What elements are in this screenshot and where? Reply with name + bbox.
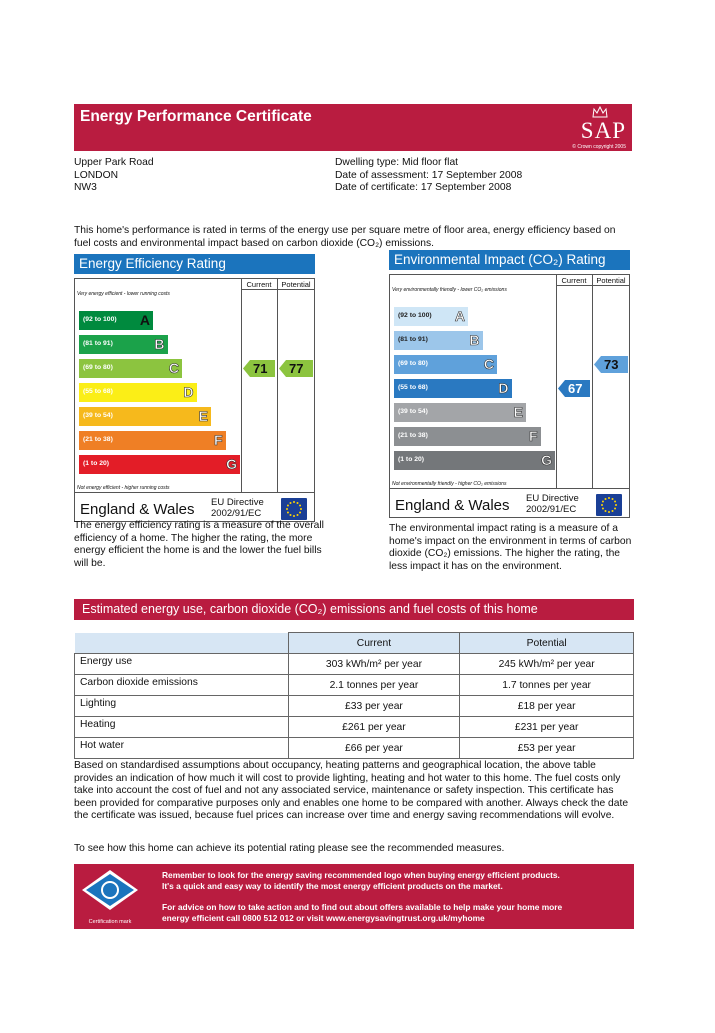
env-band-e bbox=[394, 403, 526, 422]
env-col-current: Current bbox=[561, 276, 587, 285]
env-band-d bbox=[394, 379, 512, 398]
row-label: Heating bbox=[75, 717, 289, 738]
sap-logo: SAP bbox=[580, 118, 626, 143]
band-letter: F bbox=[528, 428, 538, 444]
eff-footer-rule bbox=[75, 492, 314, 493]
band-range: (81 to 91) bbox=[83, 340, 113, 347]
band-letter: E bbox=[198, 408, 208, 424]
table-header-potential: Potential bbox=[460, 633, 634, 654]
env-divider-1 bbox=[556, 275, 557, 489]
rating-value: 77 bbox=[289, 361, 304, 376]
row-value: £33 per year bbox=[288, 696, 460, 717]
env-footer-rule bbox=[390, 488, 629, 489]
row-value: £261 per year bbox=[288, 717, 460, 738]
page-title: Energy Performance Certificate bbox=[80, 108, 312, 125]
efficiency-title: Energy Efficiency Rating bbox=[74, 254, 315, 274]
row-value: £18 per year bbox=[460, 696, 634, 717]
env-eu-flag-icon bbox=[596, 494, 622, 516]
eff-band-b bbox=[79, 335, 168, 354]
assessment-date: Date of assessment: 17 September 2008 bbox=[335, 169, 523, 181]
certification-mark: Certification mark bbox=[88, 919, 132, 925]
band-letter: E bbox=[513, 404, 523, 420]
band-range: (92 to 100) bbox=[398, 312, 432, 319]
eff-top-note: Very energy efficient - lower running costs bbox=[77, 291, 170, 297]
table-row bbox=[75, 696, 634, 717]
band-range: (69 to 80) bbox=[83, 364, 113, 371]
row-value: £66 per year bbox=[288, 738, 460, 759]
row-label: Energy use bbox=[75, 654, 289, 675]
certificate-header bbox=[74, 104, 632, 151]
eff-header-rule bbox=[241, 289, 315, 290]
eff-band-d bbox=[79, 383, 197, 402]
eff-band-g bbox=[79, 455, 240, 474]
band-range: (55 to 68) bbox=[398, 384, 428, 391]
env-band-c bbox=[394, 355, 497, 374]
eff-eu-flag-icon bbox=[281, 498, 307, 520]
efficiency-description: The energy efficiency rating is a measure of the overall efficiency of a home. The higher the rating, the more energy efficient the home is and the lower the fuel bills will be. bbox=[74, 520, 324, 569]
band-range: (39 to 54) bbox=[398, 408, 428, 415]
table-header-blank bbox=[75, 633, 289, 654]
band-letter: F bbox=[213, 432, 223, 448]
estimates-note: Based on standardised assumptions about occupancy, heating patterns and geographical location, the above table provides an indication of how much it will cost to provide lighting, heating and hot water to this home. The fuel costs only take into account the cost of fuel and not any associated service, maintenance or safety inspection. This certificate has been provided for comparative purposes only and enables one home to be compared with another. Always check the date the certificate was issued, because fuel prices can increase over time and energy saving recommendations will evolve. bbox=[74, 760, 629, 821]
eff-band-c bbox=[79, 359, 182, 378]
efficiency-chart bbox=[74, 278, 315, 522]
intro-text: This home's performance is rated in terms of the energy use per square metre of floor area, energy efficiency based on fuel costs and environmental impact based on carbon dioxide (CO₂) emissions. bbox=[74, 225, 616, 249]
address-line-1: Upper Park Road bbox=[74, 157, 154, 168]
band-range: (21 to 38) bbox=[83, 436, 113, 443]
crown-icon bbox=[592, 105, 608, 118]
band-letter: B bbox=[469, 332, 480, 348]
eff-col-potential: Potential bbox=[281, 280, 311, 289]
eff-divider-2 bbox=[277, 279, 278, 493]
row-value: £231 per year bbox=[460, 717, 634, 738]
environment-title: Environmental Impact (CO₂) Rating bbox=[389, 250, 630, 270]
env-current-rating bbox=[558, 380, 590, 397]
copyright: © Crown copyright 2005 bbox=[572, 144, 626, 150]
env-band-g bbox=[394, 451, 555, 470]
band-letter: D bbox=[498, 380, 509, 396]
address-line-3: NW3 bbox=[74, 182, 97, 193]
certificate-date: Date of certificate: 17 September 2008 bbox=[335, 182, 512, 193]
rating-value: 73 bbox=[604, 357, 619, 372]
eff-potential-rating bbox=[279, 360, 313, 377]
eff-band-a bbox=[79, 311, 153, 330]
band-letter: C bbox=[168, 360, 179, 376]
band-range: (39 to 54) bbox=[83, 412, 113, 419]
band-range: (1 to 20) bbox=[83, 460, 110, 467]
env-potential-rating bbox=[594, 356, 628, 373]
band-letter: A bbox=[454, 308, 465, 324]
band-range: (55 to 68) bbox=[83, 388, 113, 395]
eff-col-current: Current bbox=[246, 280, 272, 289]
env-region: England & Wales bbox=[395, 497, 510, 514]
address-block bbox=[74, 157, 154, 195]
eff-band-e bbox=[79, 407, 211, 426]
row-label: Lighting bbox=[75, 696, 289, 717]
row-value: 245 kWh/m² per year bbox=[460, 654, 634, 675]
row-label: Hot water bbox=[75, 738, 289, 759]
environment-rating-panel bbox=[389, 250, 630, 518]
band-letter: C bbox=[483, 356, 494, 372]
band-letter: D bbox=[183, 384, 194, 400]
environment-chart bbox=[389, 274, 630, 518]
env-divider-2 bbox=[592, 275, 593, 489]
env-top-note: Very environmentally friendly - lower CO₂ emissions bbox=[392, 287, 507, 293]
eff-directive: EU Directive 2002/91/EC bbox=[211, 497, 264, 519]
eff-current-rating bbox=[243, 360, 275, 377]
band-range: (1 to 20) bbox=[398, 456, 425, 463]
band-letter: B bbox=[154, 336, 165, 352]
row-value: 2.1 tonnes per year bbox=[288, 675, 460, 696]
dwelling-type: Dwelling type: Mid floor flat bbox=[335, 157, 459, 168]
eff-divider-1 bbox=[241, 279, 242, 493]
efficiency-rating-panel bbox=[74, 254, 315, 522]
env-col-potential: Potential bbox=[596, 276, 626, 285]
env-band-b bbox=[394, 331, 483, 350]
row-value: £53 per year bbox=[460, 738, 634, 759]
address-line-2: LONDON bbox=[74, 169, 119, 181]
rating-value: 67 bbox=[568, 381, 583, 396]
estimates-table bbox=[74, 632, 634, 759]
dwelling-block bbox=[335, 157, 522, 195]
table-row bbox=[75, 675, 634, 696]
row-value: 303 kWh/m² per year bbox=[288, 654, 460, 675]
eff-bottom-note: Not energy efficient - higher running costs bbox=[77, 485, 170, 491]
row-value: 1.7 tonnes per year bbox=[460, 675, 634, 696]
band-letter: G bbox=[541, 452, 552, 468]
band-letter: A bbox=[139, 312, 150, 328]
env-band-a bbox=[394, 307, 468, 326]
environment-description: The environmental impact rating is a measure of a home's impact on the environment in terms of carbon dioxide (CO₂) emissions. The higher the rating, the less impact it has on the environment. bbox=[389, 523, 632, 572]
eff-region: England & Wales bbox=[80, 501, 195, 518]
env-directive: EU Directive 2002/91/EC bbox=[526, 493, 579, 515]
band-range: (81 to 91) bbox=[398, 336, 428, 343]
band-range: (21 to 38) bbox=[398, 432, 428, 439]
energy-saving-recommended-icon bbox=[78, 868, 142, 914]
row-label: Carbon dioxide emissions bbox=[75, 675, 289, 696]
footer-line-2: For advice on how to take action and to find out about offers available to help make your home more energy efficient call 0800 512 012 or visit www.energysavingtrust.org.uk/myhome bbox=[162, 902, 563, 923]
rating-value: 71 bbox=[253, 361, 268, 376]
footer-line-1: Remember to look for the energy saving recommended logo when buying energy efficient products. It's a quick and easy way to identify the most energy efficient products on the market. bbox=[162, 870, 560, 891]
estimates-title: Estimated energy use, carbon dioxide (CO₂) emissions and fuel costs of this home bbox=[74, 599, 634, 620]
env-bottom-note: Not environmentally friendly - higher CO₂ emissions bbox=[392, 481, 507, 487]
band-letter: G bbox=[226, 456, 237, 472]
env-band-f bbox=[394, 427, 541, 446]
table-row bbox=[75, 717, 634, 738]
env-header-rule bbox=[556, 285, 630, 286]
band-range: (92 to 100) bbox=[83, 316, 117, 323]
band-range: (69 to 80) bbox=[398, 360, 428, 367]
table-header-current: Current bbox=[288, 633, 460, 654]
energy-saving-footer bbox=[74, 864, 634, 929]
table-row bbox=[75, 654, 634, 675]
potential-note: To see how this home can achieve its potential rating please see the recommended measures. bbox=[74, 843, 505, 854]
table-row bbox=[75, 738, 634, 759]
eff-band-f bbox=[79, 431, 226, 450]
energy-saving-logo bbox=[78, 868, 142, 925]
